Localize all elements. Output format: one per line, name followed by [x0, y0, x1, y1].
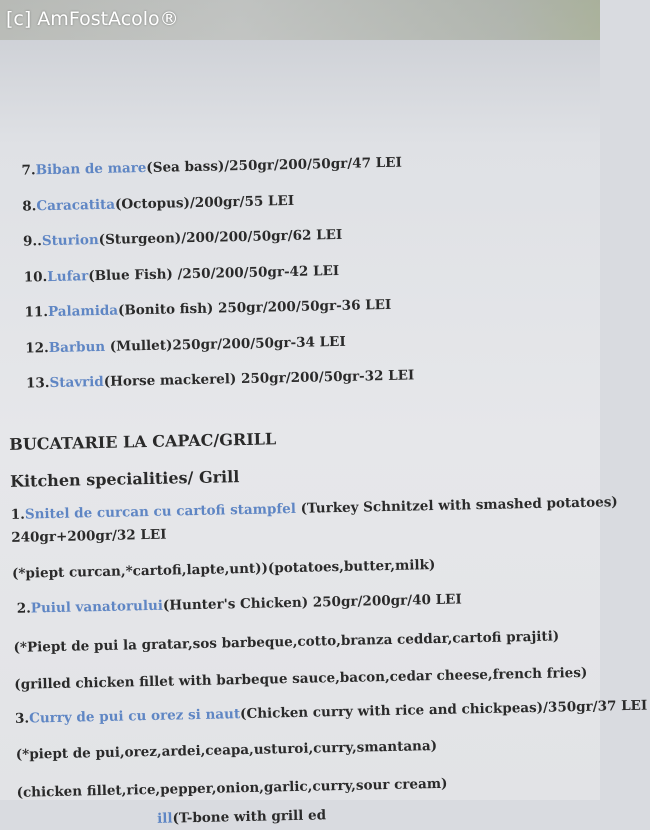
romanian-name: Stavrid [49, 373, 104, 392]
romanian-name: Curry de pui cu orez si naut [28, 706, 241, 727]
grill-item-2: 2.Puiul vanatorului(Hunter's Chicken) 250gr/200gr/40 LEI [16, 591, 462, 617]
grill-item-2-ingredients-en: (grilled chicken fillet with barbeque sauce,bacon,cedar cheese,french fries) [14, 664, 588, 693]
menu-item-10: 10.Lufar(Blue Fish) /250/200/50gr-42 LEI [23, 262, 340, 286]
grill-item-3: 3.Curry de pui cu orez si naut(Chicken curry with rice and chickpeas)/350gr/37 LEI [14, 697, 648, 727]
grill-item-1: 1.Snitel de curcan cu cartofi stampfel (Turkey Schnitzel with smashed potatoes) [10, 494, 618, 523]
menu-item-9: 9..Sturion(Sturgeon)/200/200/50gr/62 LEI [22, 226, 343, 250]
romanian-name: Lufar [47, 268, 89, 286]
menu-item-13: 13.Stavrid(Horse mackerel) 250gr/200/50gr-32 LEI [25, 367, 415, 392]
section-title: BUCATARIE LA CAPAC/GRILL [9, 429, 277, 454]
romanian-name: Biban de mare [35, 159, 147, 179]
romanian-name: Palamida [47, 302, 119, 321]
grill-item-3-ingredients-en: (chicken fillet,rice,pepper,onion,garlic,curry,sour cream) [16, 775, 448, 801]
grill-item-1-ingredients: (*piept curcan,*cartofi,lapte,unt))(potatoes,butter,milk) [11, 557, 436, 582]
grill-item-1-price: 240gr+200gr/32 LEI [11, 526, 167, 546]
grill-item-3-ingredients-ro: (*piept de pui,orez,ardei,ceapa,usturoi,curry,smantana) [15, 738, 438, 763]
romanian-name: Barbun [48, 338, 106, 357]
grill-item-4-partial: ill(T-bone with grill ed [157, 807, 327, 827]
romanian-name: Puiul vanatorului [30, 597, 164, 617]
watermark: [c] AmFostAcolo® [6, 8, 179, 30]
menu-item-7: 7.Biban de mare(Sea bass)/250gr/200/50gr/47 LEI [21, 154, 402, 179]
section-subtitle: Kitchen specialities/ Grill [9, 467, 240, 491]
menu-item-11: 11.Palamida(Bonito fish) 250gr/200/50gr-36 LEI [24, 296, 392, 321]
menu-item-8: 8.Caracatita(Octopus)/200gr/55 LEI [22, 192, 295, 215]
romanian-name: Snitel de curcan cu cartofi stampfel [24, 500, 297, 523]
romanian-name: Caracatita [36, 196, 116, 215]
grill-item-2-ingredients-ro: (*Piept de pui la gratar,sos barbeque,cotto,branza ceddar,cartofi prajiti) [13, 628, 560, 656]
menu-item-12: 12.Barbun (Mullet)250gr/200/50gr-34 LEI [25, 333, 346, 357]
romanian-name: Sturion [41, 231, 99, 250]
